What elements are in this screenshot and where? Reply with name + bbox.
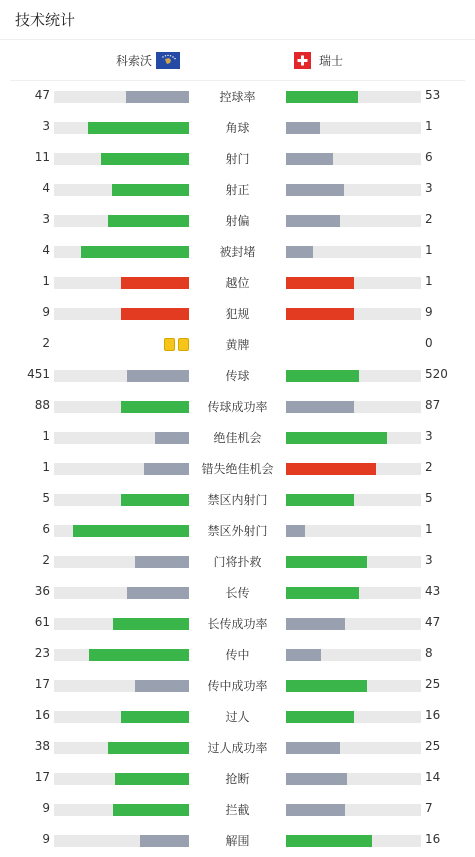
stat-row bbox=[0, 825, 475, 856]
stat-row bbox=[0, 112, 475, 143]
stat-label: 传中成功率 bbox=[207, 679, 268, 693]
stat-row bbox=[0, 670, 475, 701]
stat-row bbox=[0, 794, 475, 825]
home-value: 17 bbox=[34, 770, 50, 784]
home-bar-fill bbox=[115, 773, 189, 785]
home-value: 2 bbox=[42, 336, 50, 350]
stat-row bbox=[0, 546, 475, 577]
home-bar-track bbox=[54, 742, 189, 754]
away-bar-fill bbox=[286, 773, 347, 785]
stat-row bbox=[0, 360, 475, 391]
away-value: 0 bbox=[425, 336, 433, 350]
away-value: 14 bbox=[425, 770, 441, 784]
away-bar-track bbox=[286, 370, 421, 382]
home-value: 88 bbox=[34, 398, 50, 412]
home-bar-fill bbox=[127, 587, 189, 599]
stat-label: 越位 bbox=[225, 276, 250, 290]
away-bar-fill bbox=[286, 370, 359, 382]
stat-row bbox=[0, 639, 475, 670]
switzerland-flag-icon bbox=[294, 52, 311, 69]
home-bar-track bbox=[54, 556, 189, 568]
stat-label: 黄牌 bbox=[225, 338, 250, 352]
home-value: 36 bbox=[34, 584, 50, 598]
home-bar-fill bbox=[121, 401, 189, 413]
away-bar-fill bbox=[286, 277, 354, 289]
away-value: 2 bbox=[425, 212, 433, 226]
away-bar-fill bbox=[286, 556, 367, 568]
home-bar-fill bbox=[140, 835, 189, 847]
home-value: 4 bbox=[42, 243, 50, 257]
away-bar-track bbox=[286, 215, 421, 227]
home-bar-track bbox=[54, 401, 189, 413]
away-bar-track bbox=[286, 649, 421, 661]
home-bar-fill bbox=[113, 618, 189, 630]
page-title: 技术统计 bbox=[15, 11, 76, 29]
home-bar-track bbox=[54, 215, 189, 227]
home-bar-fill bbox=[81, 246, 189, 258]
stat-label: 射正 bbox=[225, 183, 250, 197]
stat-label: 传球成功率 bbox=[207, 400, 268, 414]
home-bar-track bbox=[54, 649, 189, 661]
home-value: 451 bbox=[27, 367, 50, 381]
stat-label: 禁区内射门 bbox=[207, 493, 268, 507]
stats-list bbox=[0, 81, 475, 856]
away-value: 16 bbox=[425, 832, 441, 846]
home-value: 9 bbox=[42, 305, 50, 319]
stat-label: 长传成功率 bbox=[207, 617, 268, 631]
stat-label: 控球率 bbox=[219, 90, 256, 104]
home-bar-fill bbox=[121, 308, 189, 320]
stat-label: 射门 bbox=[225, 152, 250, 166]
away-bar-track bbox=[286, 556, 421, 568]
away-bar-fill bbox=[286, 215, 340, 227]
teams-bar bbox=[10, 40, 465, 81]
home-bar-track bbox=[54, 184, 189, 196]
stat-label: 过人成功率 bbox=[207, 741, 268, 755]
away-bar-track bbox=[286, 308, 421, 320]
away-bar-fill bbox=[286, 184, 344, 196]
home-bar-track bbox=[54, 835, 189, 847]
home-bar-track bbox=[54, 618, 189, 630]
away-value: 47 bbox=[425, 615, 441, 629]
home-bar-fill bbox=[144, 463, 189, 475]
away-bar-track bbox=[286, 835, 421, 847]
away-value: 1 bbox=[425, 119, 433, 133]
home-bar-fill bbox=[135, 556, 189, 568]
home-bar-track bbox=[54, 277, 189, 289]
away-bar-track bbox=[286, 680, 421, 692]
stat-row bbox=[0, 298, 475, 329]
home-value: 3 bbox=[42, 212, 50, 226]
home-bar-track bbox=[54, 122, 189, 134]
away-value: 3 bbox=[425, 181, 433, 195]
home-value: 23 bbox=[34, 646, 50, 660]
home-bar-track bbox=[54, 525, 189, 537]
away-bar-fill bbox=[286, 122, 320, 134]
home-bar-fill bbox=[113, 804, 189, 816]
away-value: 43 bbox=[425, 584, 441, 598]
home-value: 3 bbox=[42, 119, 50, 133]
away-value: 7 bbox=[425, 801, 433, 815]
home-bar-track bbox=[54, 494, 189, 506]
home-value: 1 bbox=[42, 429, 50, 443]
yellow-card-icon bbox=[164, 338, 175, 351]
away-bar-track bbox=[286, 711, 421, 723]
stat-row bbox=[0, 422, 475, 453]
stat-row bbox=[0, 205, 475, 236]
away-bar-fill bbox=[286, 401, 354, 413]
away-bar-track bbox=[286, 153, 421, 165]
home-value: 4 bbox=[42, 181, 50, 195]
away-team bbox=[294, 52, 343, 69]
away-bar-track bbox=[286, 618, 421, 630]
stat-row bbox=[0, 391, 475, 422]
stat-label: 门将扑救 bbox=[213, 555, 262, 569]
away-value: 1 bbox=[425, 522, 433, 536]
home-value: 17 bbox=[34, 677, 50, 691]
home-bar-fill bbox=[108, 742, 189, 754]
stat-row bbox=[0, 267, 475, 298]
stat-row bbox=[0, 453, 475, 484]
away-value: 9 bbox=[425, 305, 433, 319]
away-bar-fill bbox=[286, 525, 305, 537]
kosovo-flag-icon bbox=[156, 52, 180, 69]
home-value: 5 bbox=[42, 491, 50, 505]
home-bar-track bbox=[54, 153, 189, 165]
away-bar-fill bbox=[286, 742, 340, 754]
home-bar-track bbox=[54, 246, 189, 258]
away-bar-track bbox=[286, 91, 421, 103]
away-value: 25 bbox=[425, 739, 441, 753]
stat-label: 角球 bbox=[225, 121, 250, 135]
stat-row bbox=[0, 236, 475, 267]
home-bar-fill bbox=[88, 122, 189, 134]
stat-row bbox=[0, 515, 475, 546]
home-bar-fill bbox=[112, 184, 189, 196]
away-bar-fill bbox=[286, 649, 321, 661]
away-value: 5 bbox=[425, 491, 433, 505]
away-bar-fill bbox=[286, 432, 387, 444]
stat-label: 射偏 bbox=[225, 214, 250, 228]
away-value: 25 bbox=[425, 677, 441, 691]
away-bar-fill bbox=[286, 153, 333, 165]
away-bar-fill bbox=[286, 804, 345, 816]
away-bar-track bbox=[286, 246, 421, 258]
stat-label: 传中 bbox=[225, 648, 250, 662]
away-team-name: 瑞士 bbox=[319, 54, 344, 68]
stat-row bbox=[0, 701, 475, 732]
stat-label: 拦截 bbox=[225, 803, 250, 817]
away-value: 6 bbox=[425, 150, 433, 164]
yellow-card-icon bbox=[178, 338, 189, 351]
away-bar-track bbox=[286, 432, 421, 444]
home-bar-fill bbox=[89, 649, 189, 661]
away-bar-fill bbox=[286, 587, 359, 599]
stat-row bbox=[0, 329, 475, 360]
home-yellow-cards bbox=[164, 338, 189, 351]
away-bar-fill bbox=[286, 494, 354, 506]
home-bar-fill bbox=[108, 215, 189, 227]
home-value: 61 bbox=[34, 615, 50, 629]
home-bar-track bbox=[54, 804, 189, 816]
away-bar-fill bbox=[286, 835, 372, 847]
away-bar-track bbox=[286, 463, 421, 475]
away-bar-fill bbox=[286, 680, 367, 692]
home-bar-track bbox=[54, 587, 189, 599]
home-bar-track bbox=[54, 308, 189, 320]
away-bar-fill bbox=[286, 463, 376, 475]
home-value: 47 bbox=[34, 88, 50, 102]
away-bar-track bbox=[286, 277, 421, 289]
away-bar-fill bbox=[286, 91, 358, 103]
away-value: 8 bbox=[425, 646, 433, 660]
home-value: 38 bbox=[34, 739, 50, 753]
home-bar-fill bbox=[155, 432, 189, 444]
away-value: 53 bbox=[425, 88, 441, 102]
away-value: 3 bbox=[425, 553, 433, 567]
stat-row bbox=[0, 763, 475, 794]
home-team bbox=[116, 52, 180, 69]
away-value: 520 bbox=[425, 367, 448, 381]
home-value: 9 bbox=[42, 801, 50, 815]
home-value: 16 bbox=[34, 708, 50, 722]
stat-label: 传球 bbox=[225, 369, 250, 383]
away-bar-track bbox=[286, 184, 421, 196]
stat-label: 被封堵 bbox=[219, 245, 256, 259]
away-value: 3 bbox=[425, 429, 433, 443]
stats-header bbox=[0, 0, 475, 40]
home-bar-track bbox=[54, 463, 189, 475]
home-value: 2 bbox=[42, 553, 50, 567]
away-bar-fill bbox=[286, 711, 354, 723]
home-value: 9 bbox=[42, 832, 50, 846]
away-bar-track bbox=[286, 122, 421, 134]
home-bar-fill bbox=[121, 711, 189, 723]
home-bar-track bbox=[54, 432, 189, 444]
away-bar-fill bbox=[286, 246, 313, 258]
stat-row bbox=[0, 732, 475, 763]
home-team-name: 科索沃 bbox=[115, 54, 152, 68]
away-value: 87 bbox=[425, 398, 441, 412]
home-value: 1 bbox=[42, 460, 50, 474]
stat-row bbox=[0, 608, 475, 639]
stat-label: 错失绝佳机会 bbox=[201, 462, 274, 476]
home-bar-track bbox=[54, 370, 189, 382]
away-value: 16 bbox=[425, 708, 441, 722]
away-bar-fill bbox=[286, 618, 345, 630]
home-value: 11 bbox=[34, 150, 50, 164]
home-bar-fill bbox=[73, 525, 189, 537]
home-bar-fill bbox=[127, 370, 189, 382]
home-bar-fill bbox=[121, 277, 189, 289]
stat-label: 禁区外射门 bbox=[207, 524, 268, 538]
stat-label: 犯规 bbox=[225, 307, 250, 321]
away-bar-track bbox=[286, 587, 421, 599]
home-bar-track bbox=[54, 680, 189, 692]
away-bar-track bbox=[286, 773, 421, 785]
stat-row bbox=[0, 484, 475, 515]
away-bar-track bbox=[286, 494, 421, 506]
stat-label: 绝佳机会 bbox=[213, 431, 262, 445]
home-bar-fill bbox=[126, 91, 189, 103]
away-bar-fill bbox=[286, 308, 354, 320]
home-bar-fill bbox=[121, 494, 189, 506]
home-value: 1 bbox=[42, 274, 50, 288]
home-value: 6 bbox=[42, 522, 50, 536]
home-bar-track bbox=[54, 773, 189, 785]
stat-row bbox=[0, 174, 475, 205]
stat-label: 解围 bbox=[225, 834, 250, 848]
home-bar-track bbox=[54, 711, 189, 723]
away-bar-track bbox=[286, 525, 421, 537]
stat-label: 抢断 bbox=[225, 772, 250, 786]
stat-row bbox=[0, 143, 475, 174]
away-value: 1 bbox=[425, 274, 433, 288]
home-bar-fill bbox=[135, 680, 189, 692]
away-bar-track bbox=[286, 804, 421, 816]
home-bar-fill bbox=[101, 153, 189, 165]
away-value: 2 bbox=[425, 460, 433, 474]
stat-row bbox=[0, 577, 475, 608]
stat-row bbox=[0, 81, 475, 112]
stat-label: 过人 bbox=[225, 710, 250, 724]
home-bar-track bbox=[54, 91, 189, 103]
away-bar-track bbox=[286, 742, 421, 754]
away-bar-track bbox=[286, 401, 421, 413]
stat-label: 长传 bbox=[225, 586, 250, 600]
away-value: 1 bbox=[425, 243, 433, 257]
